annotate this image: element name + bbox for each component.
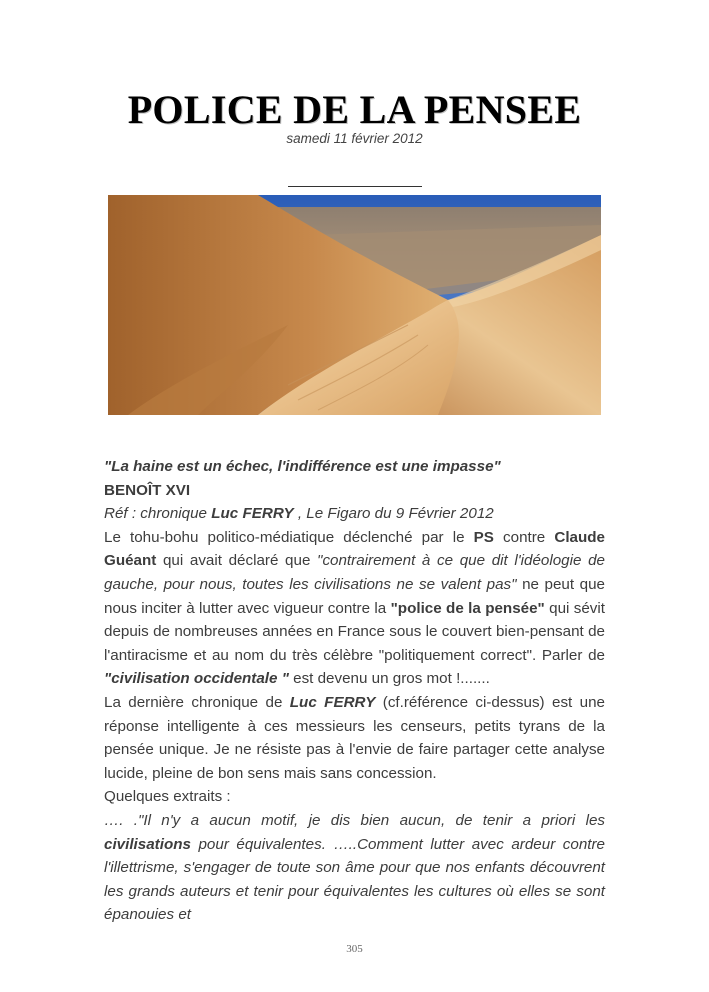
p1-text-6: est devenu un gros mot !....... (288, 670, 490, 688)
epigraph-quote: "La haine est un échec, l'indifférence est une impasse" (104, 458, 501, 475)
p2-text-2: (cf.référence ci-dessus) est une réponse intelligente à ces messieurs les censeurs, petits tyrans de la pensée unique. Je ne résiste pas à l'envie de faire partager cette analyse lucide, pleine de bon sens mais sans concession. (104, 693, 605, 782)
reference-prefix: Réf : chronique (104, 505, 212, 523)
p1-ps: PS (473, 528, 494, 546)
p1-text-1: Le tohu-bohu politico-médiatique déclenché par le (104, 528, 474, 546)
extracts-label: Quelques extraits : (104, 788, 231, 806)
extracts-text (104, 809, 605, 927)
p1-text-5: qui sévit depuis de nombreuses années en France sous le couvert bien-pensant de l'antiracisme et au nom du très célèbre "politiquement correct". Parler de (104, 599, 605, 664)
p1-text-2: contre (493, 528, 555, 546)
p1-police: "police de la pensée" (390, 599, 545, 617)
paragraph-2 (104, 691, 605, 785)
p1-gueant: Claude Guéant (104, 528, 605, 570)
title-divider (288, 186, 422, 187)
article-body (104, 455, 605, 927)
reference-suffix: , Le Figaro du 9 Février 2012 (293, 505, 494, 523)
reference-author: Luc FERRY (211, 505, 294, 523)
p1-text-4: ne peut que nous inciter à lutter avec vigueur contre la (104, 575, 605, 617)
extract-civilisations: civilisations (104, 835, 191, 853)
p2-ferry: Luc FERRY (289, 693, 376, 711)
paragraph-1 (104, 526, 605, 691)
extract-text-2: pour équivalentes. …..Comment lutter avec ardeur contre l'illettrisme, s'engager de toute son âme pour que nos enfants découvrent les grands auteurs et tenir pour équivalentes les cultures où elles se sont épanouies et (104, 835, 605, 924)
post-date: samedi 11 février 2012 (286, 131, 423, 146)
p2-text-1: La dernière chronique de (104, 693, 290, 711)
p1-quote: "contrairement à ce que dit l'idéologie de gauche, pour nous, toutes les civilisations ne se valent pas" (104, 552, 605, 593)
p1-civilisation: "civilisation occidentale " (104, 670, 289, 688)
extract-text-1: …. ."Il n'y a aucun motif, je dis bien aucun, de tenir a priori les (104, 811, 605, 829)
page-title: POLICE DE LA PENSEE (127, 87, 582, 132)
page-number: 305 (346, 943, 363, 955)
epigraph-author: BENOÎT XVI (104, 481, 191, 499)
desert-dunes-photo (108, 195, 601, 415)
p1-text-3: qui avait déclaré que (156, 552, 318, 570)
reference-line (104, 502, 605, 526)
